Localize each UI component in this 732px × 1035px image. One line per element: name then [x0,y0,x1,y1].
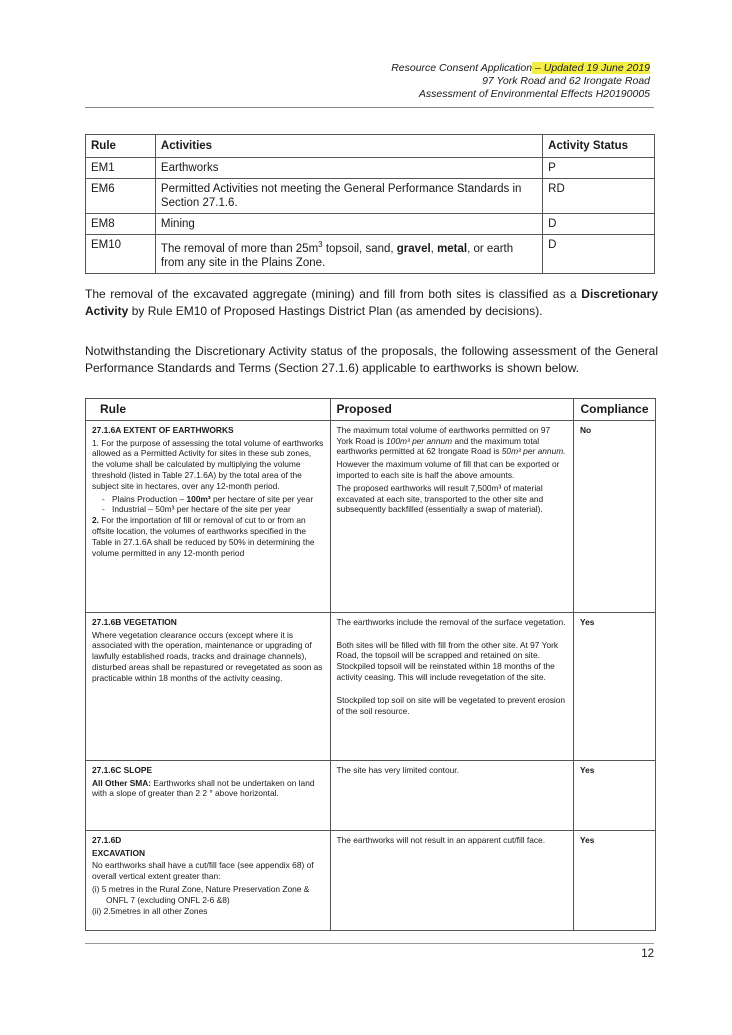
table-row [86,760,656,830]
update-highlight: – Updated 19 June 2019 [532,62,650,74]
rule-cell: 27.1.6C SLOPE All Other SMA: Earthworks shall not be undertaken on land with a slope of greater than 2 2 ° above horizontal. [86,760,331,830]
rule-cell: 27.1.6B VEGETATION Where vegetation clearance occurs (except where it is associated with the operation, maintenance or upgrading of lawfully established roads, tracks and drainage channels), disturbed areas shall be repastured or revegetated as soon as practicable within 18 months of the activity ceasing. [86,612,331,760]
table-row [86,830,656,930]
compliance-cell: Yes [573,830,655,930]
table-row [86,235,655,274]
rule-cell: EM1 [86,158,156,179]
assessment-intro-paragraph: Notwithstanding the Discretionary Activity status of the proposals, the following assessment of the General Performance Standards and Terms (Section 27.1.6) applicable to earthworks is shown below. [85,344,658,375]
col-activity-status: Activity Status [543,135,655,158]
rule-cell: EM8 [86,214,156,235]
proposed-cell: The earthworks will not result in an apparent cut/fill face. [330,830,573,930]
status-cell: D [543,214,655,235]
page-header [391,62,650,101]
performance-standards-table [85,398,656,931]
compliance-cell: Yes [573,760,655,830]
activity-cell: Earthworks [155,158,542,179]
activity-cell: The removal of more than $25m^3$ topsoil, sand, gravel, metal, or earth from any site in the Plains Zone. [155,235,542,274]
compliance-cell: Yes [573,612,655,760]
proposed-cell: The maximum total volume of earthworks permitted on 97 York Road is 100m³ per annum and the maximum total earthworks permitted at 62 Irongate Road is 50m³ per annum. However the maximum volume of fill that can be exported or imported to each site is half the above amounts. The proposed earthworks will result 7,500m³ of material excavated at each site, transported to the other site and subsequently backfilled (essentially a swap of material). [330,420,573,612]
activity-status-table [85,134,655,274]
col-rule: Rule [86,135,156,158]
table-row [86,158,655,179]
compliance-cell: No [573,420,655,612]
header-line-1: Resource Consent Application – Updated 19 June 2019 [391,62,650,74]
header-line-3: Assessment of Environmental Effects H20190005 [418,88,650,100]
col-compliance: Compliance [573,399,655,421]
activity-cell: Mining [155,214,542,235]
col-activities: Activities [155,135,542,158]
header-line-2: 97 York Road and 62 Irongate Road [482,75,650,87]
status-cell: P [543,158,655,179]
rule-cell: EM6 [86,179,156,214]
proposed-cell: The site has very limited contour. [330,760,573,830]
rule-cell: EM10 [86,235,156,274]
rule-cell: 27.1.6A EXTENT OF EARTHWORKS 1. For the purpose of assessing the total volume of earthworks allowed as a Permitted Activity for sites in these sub zones, the volume shall be calculated by multiplying the volume threshold (listed in Table 27.1.6A) by the total area of the subject site in hectares, over any 12-month period. - Plains Production – 100m³ per hectare of site per year - Industrial – 50m³ per hectare of the site per year 2. For the importation of fill or removal of cut to or from an offsite location, the volumes of earthworks specified in the Table in 27.1.6A shall be reduced by 50% in determining the volume permitted in any 12-month period [86,420,331,612]
activity-cell: Permitted Activities not meeting the General Performance Standards in Section 27.1.6. [155,179,542,214]
table-row [86,214,655,235]
table-header-row [86,135,655,158]
col-rule: Rule [86,399,331,421]
footer-rule [85,943,654,944]
proposed-cell: The earthworks include the removal of the surface vegetation. Both sites will be filled with fill from the other site. At 97 York Road, the topsoil will be scrapped and retained on site. Stockpiled topsoil will be reinstated within 18 months of the activity ceasing. This will include revegetation of the site. Stockpiled top soil on site will be vegetated to prevent erosion of the soil resource. [330,612,573,760]
table-row [86,179,655,214]
header-rule [85,107,654,108]
table-row [86,612,656,760]
status-cell: RD [543,179,655,214]
classification-paragraph: The removal of the excavated aggregate (mining) and fill from both sites is classified as a Discretionary Activity by Rule EM10 of Proposed Hastings District Plan (as amended by decisions). [85,287,658,318]
table-header-row [86,399,656,421]
rule-cell: 27.1.6D EXCAVATION No earthworks shall have a cut/fill face (see appendix 68) of overall vertical extent greater than: (i) 5 metres in the Rural Zone, Nature Preservation Zone & ONFL 7 (excluding ONFL 2-6 &8) (ii) 2.5metres in all other Zones [86,830,331,930]
status-cell: D [543,235,655,274]
page-number: 12 [641,948,654,960]
col-proposed: Proposed [330,399,573,421]
table-row [86,420,656,612]
